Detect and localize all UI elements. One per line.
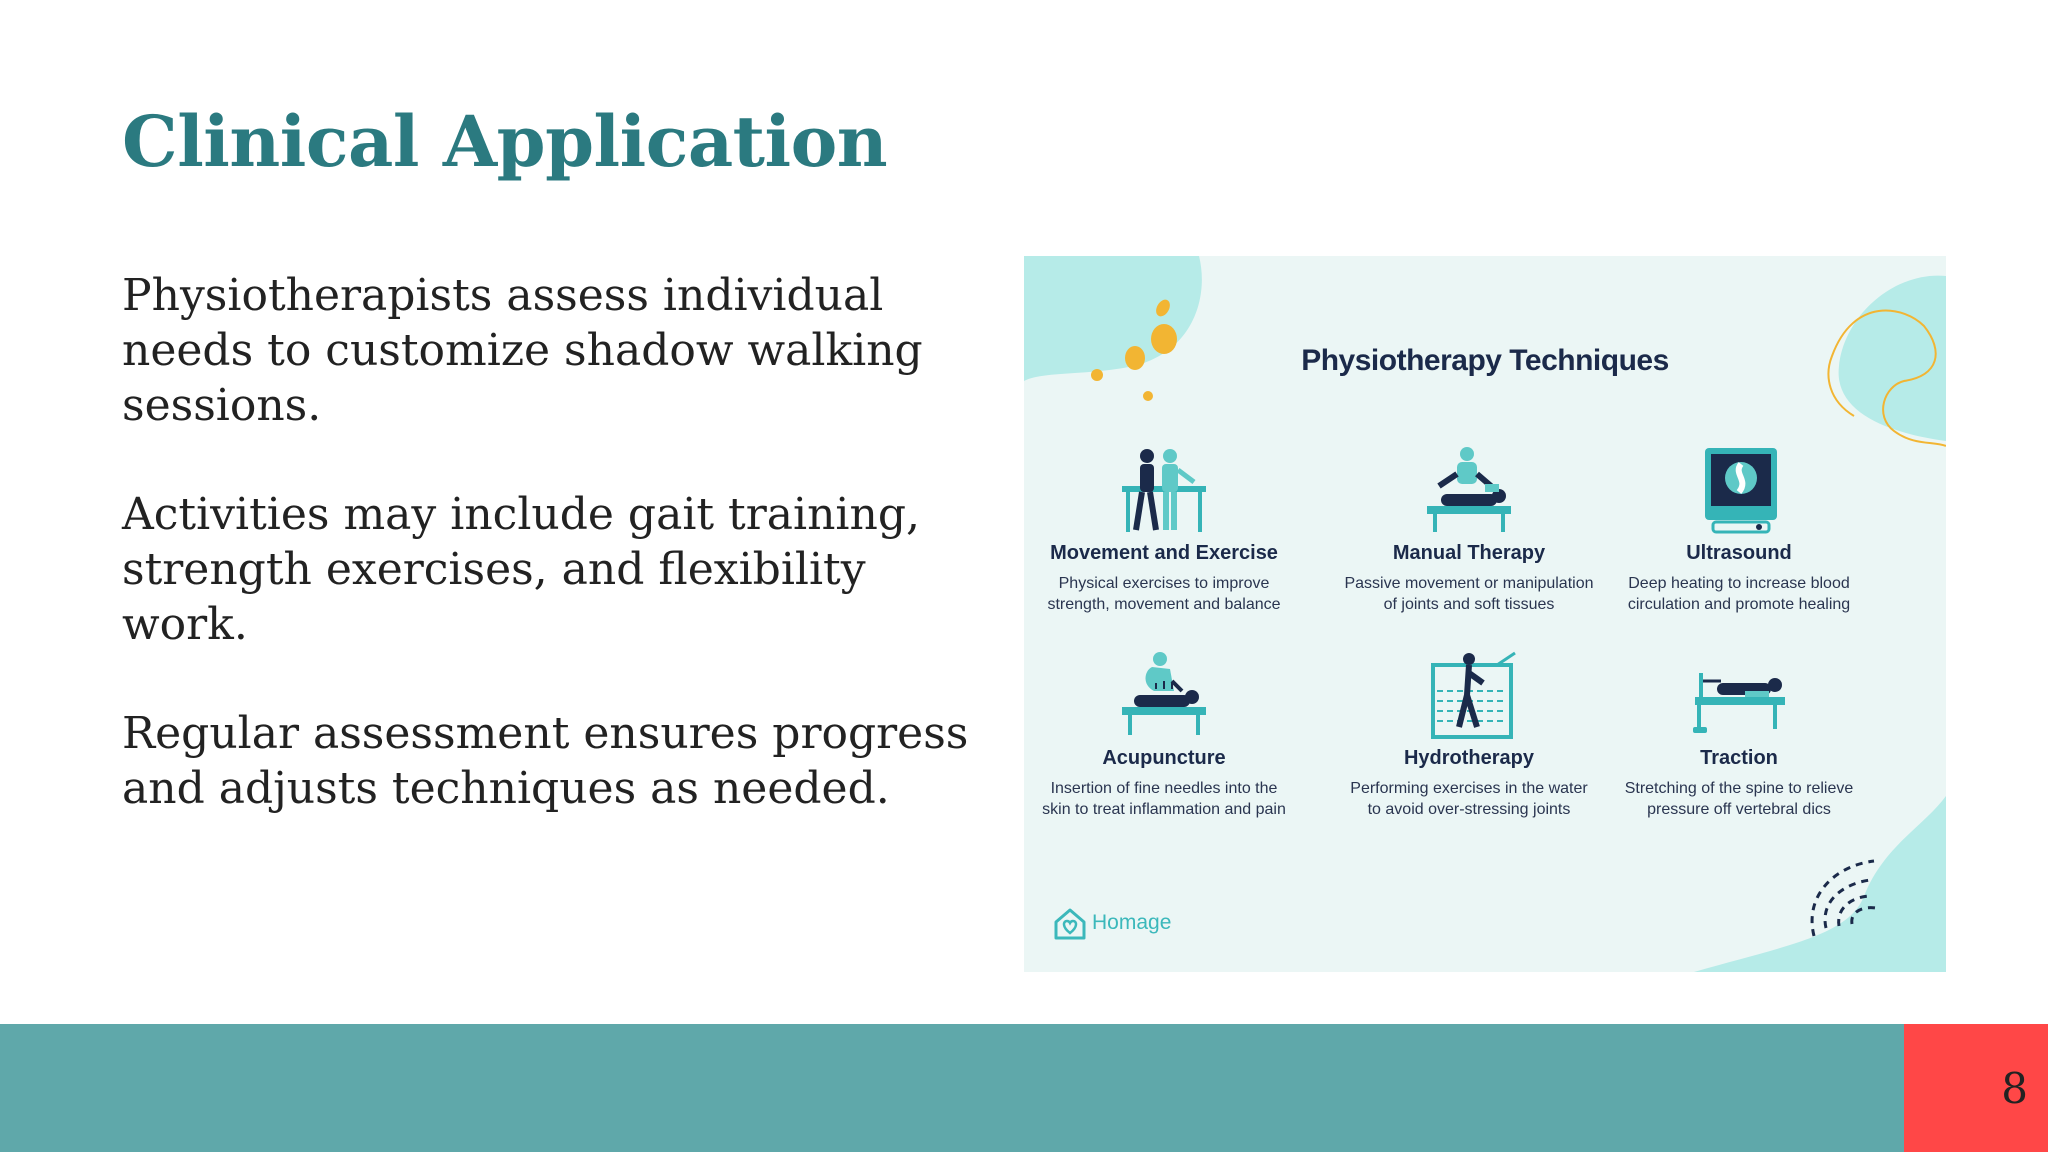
technique-name: Acupuncture <box>1102 747 1226 769</box>
acupuncture-icon <box>1114 651 1214 741</box>
technique-name: Movement and Exercise <box>1050 542 1278 564</box>
physiotherapy-infographic <box>1024 256 1946 972</box>
ultrasound-icon <box>1689 446 1789 536</box>
technique-card <box>1334 651 1604 820</box>
technique-name: Manual Therapy <box>1392 542 1546 564</box>
technique-description: Performing exercises in the water to avoid over-stressing joints <box>1350 780 1588 818</box>
technique-description: Physical exercises to improve strength, movement and balance <box>1047 575 1281 613</box>
technique-card <box>1029 446 1299 615</box>
technique-description: Stretching of the spine to relieve pressure off vertebral dics <box>1624 780 1854 818</box>
paragraph: Regular assessment ensures progress and adjusts techniques as needed. <box>122 708 969 814</box>
technique-card <box>1604 446 1874 615</box>
brand-name: Homage <box>1092 911 1172 934</box>
paragraph: Physiotherapists assess individual needs to customize shadow walking sessions. <box>122 270 923 431</box>
homage-logo <box>1052 906 1171 940</box>
technique-description: Deep heating to increase blood circulation and promote healing <box>1627 575 1851 613</box>
technique-name: Ultrasound <box>1686 542 1792 564</box>
page-number-box <box>1904 1024 2048 1152</box>
paragraph: Activities may include gait training, strength exercises, and flexibility work. <box>122 489 920 650</box>
technique-card <box>1604 651 1874 820</box>
technique-description: Passive movement or manipulation of joints and soft tissues <box>1344 575 1594 613</box>
technique-card <box>1029 651 1299 820</box>
hydrotherapy-icon <box>1419 651 1519 741</box>
body-text <box>122 268 1002 870</box>
infographic-title: Physiotherapy Techniques <box>1301 344 1669 377</box>
house-heart-icon <box>1052 906 1088 940</box>
traction-icon <box>1689 651 1789 741</box>
page-number: 8 <box>2001 1064 2028 1113</box>
movement-exercise-icon <box>1114 446 1214 536</box>
technique-description: Insertion of fine needles into the skin to treat inflammation and pain <box>1042 780 1286 818</box>
footer-bar <box>0 1024 1904 1152</box>
manual-therapy-icon <box>1419 446 1519 536</box>
technique-card <box>1334 446 1604 615</box>
technique-name: Traction <box>1700 747 1778 769</box>
technique-name: Hydrotherapy <box>1403 747 1535 769</box>
slide-title: Clinical Application <box>122 100 888 183</box>
